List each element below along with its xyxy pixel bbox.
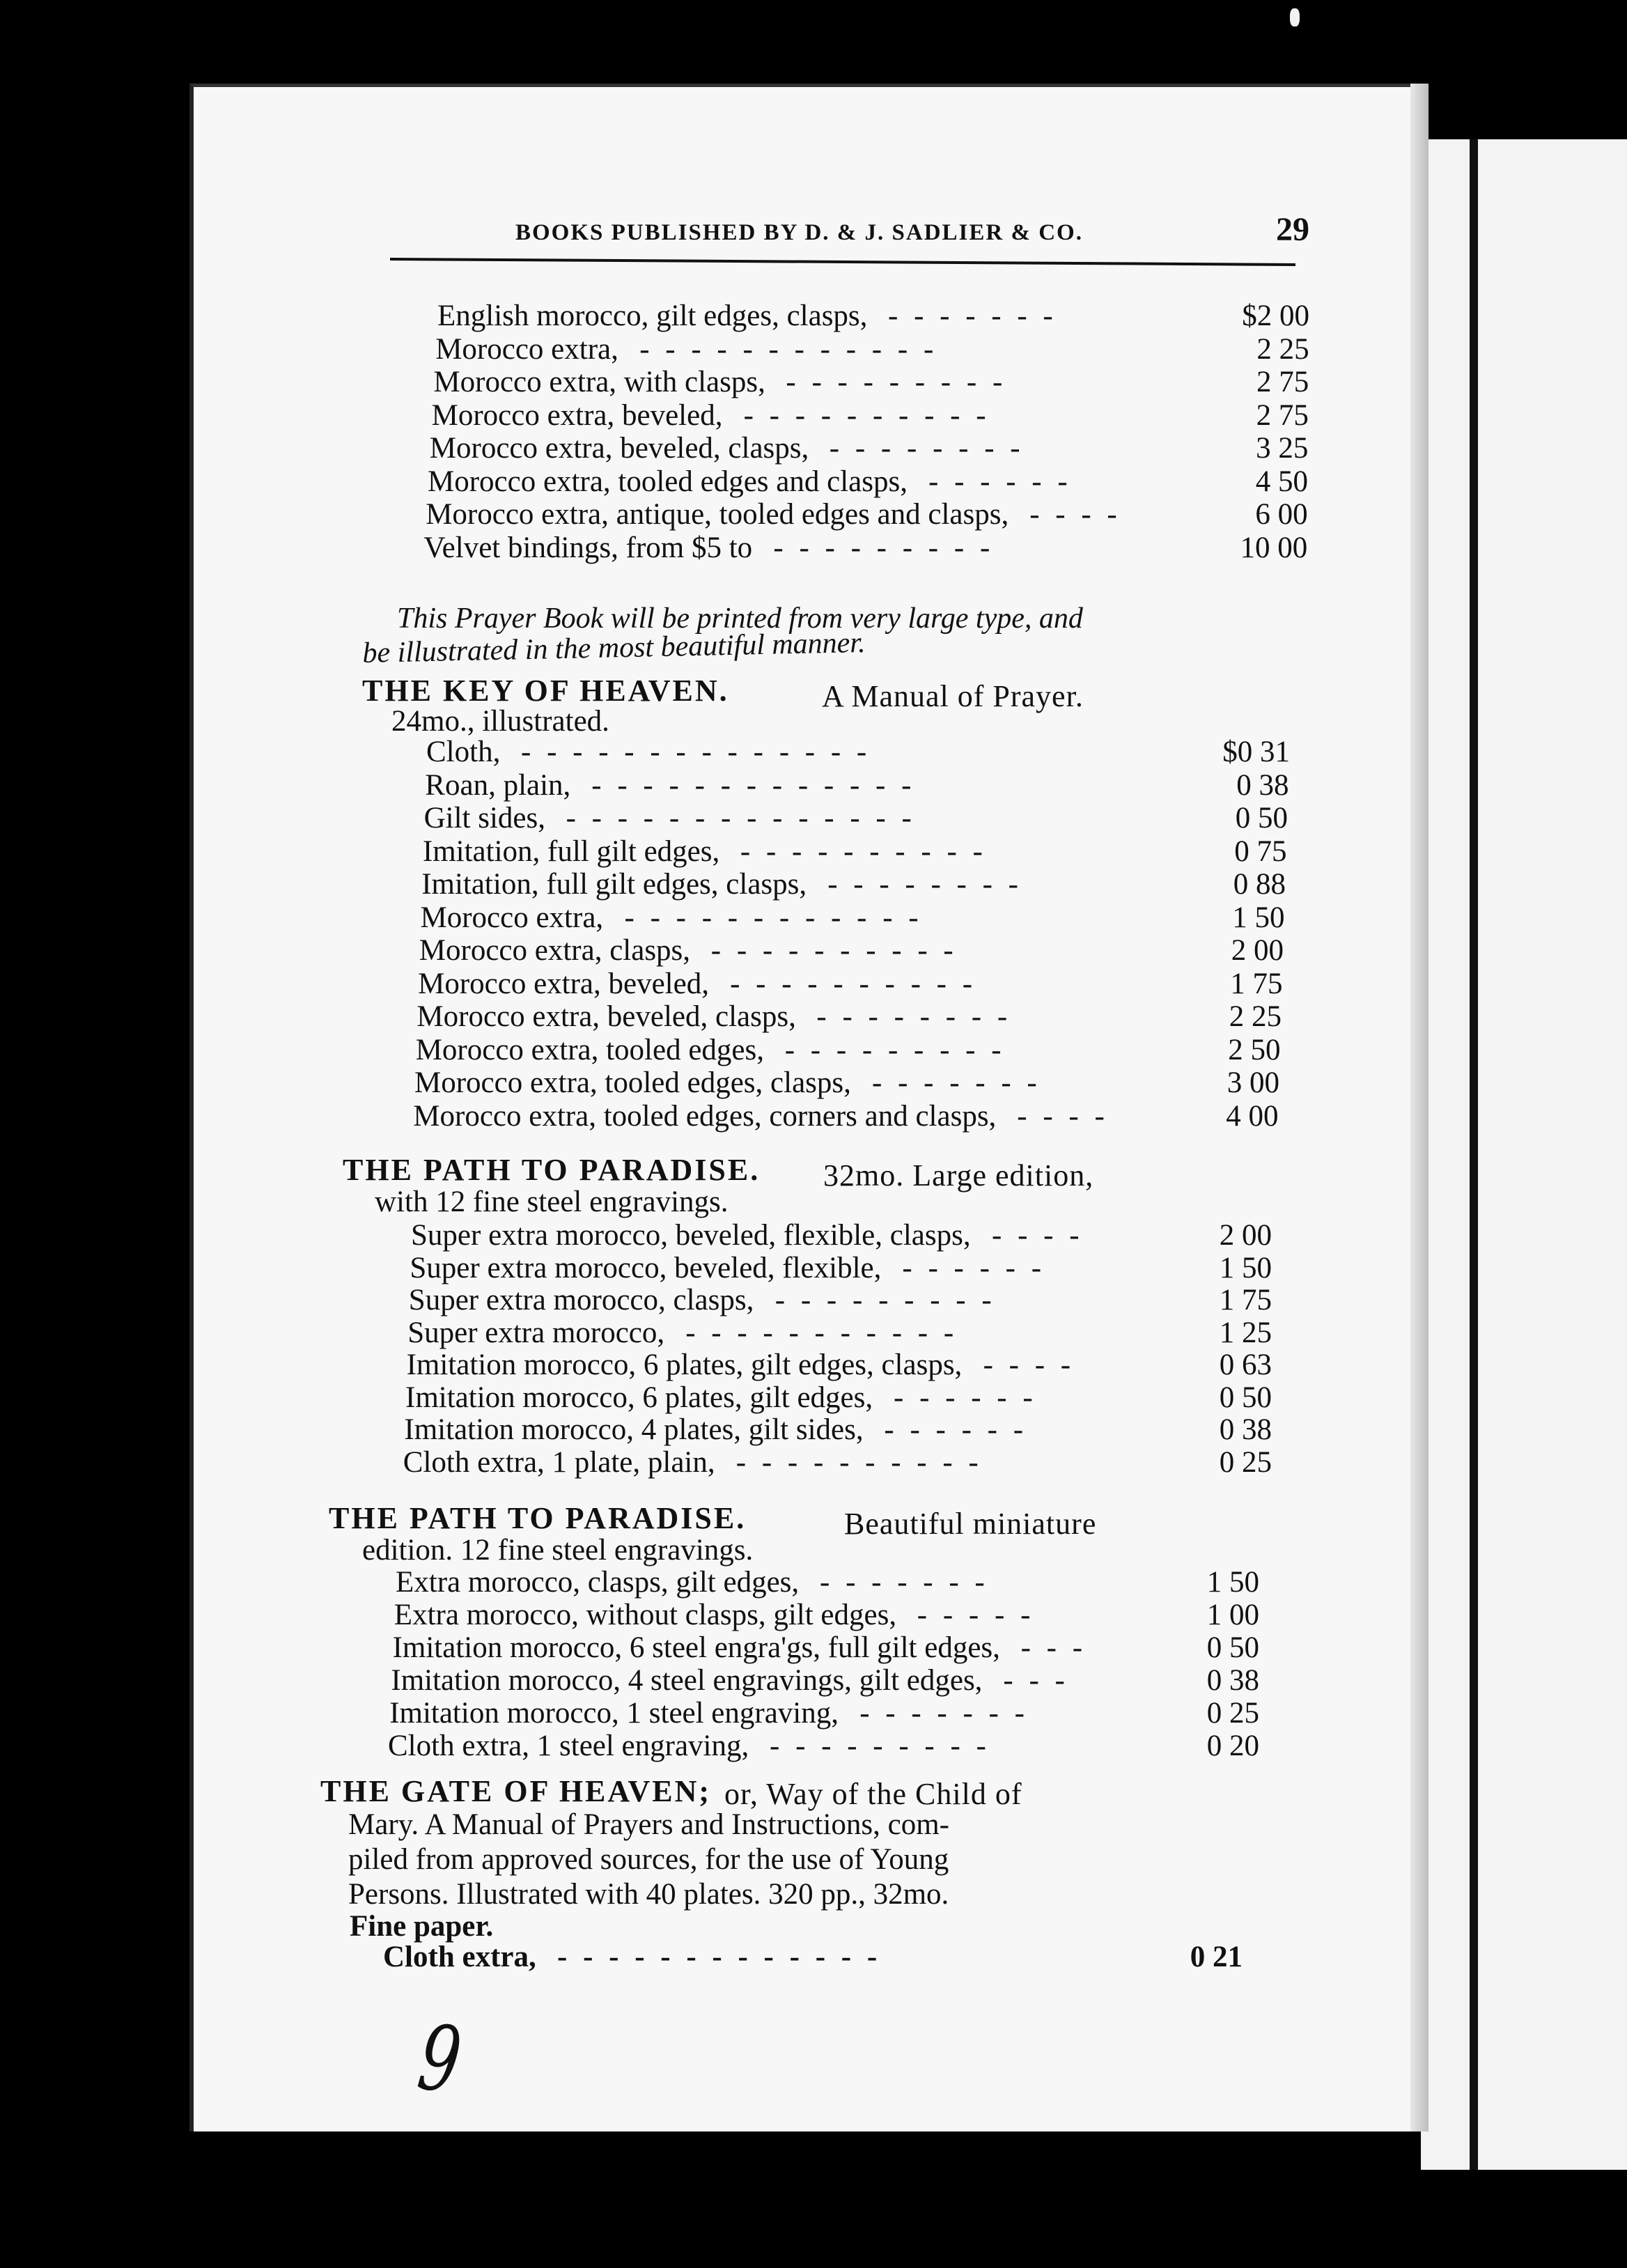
gate-title-main: THE GATE OF HEAVEN;: [320, 1774, 712, 1808]
path-large-title: [343, 1152, 1094, 1193]
leader-dashes: - - - - - -: [884, 1413, 1028, 1446]
item-price: 2 75: [1256, 398, 1309, 432]
item-label: English morocco, gilt edges, clasps,: [437, 300, 868, 332]
price-row: [0, 1939, 1627, 1975]
item-price: 1 75: [1230, 967, 1283, 1000]
price-row: [0, 1412, 1627, 1448]
item-label: Morocco extra,: [420, 901, 604, 934]
leader-dashes: - - - - - - -: [859, 1697, 1029, 1730]
item-price: 0 63: [1219, 1349, 1272, 1381]
price-row: [0, 464, 1627, 500]
path-mini-title: [329, 1500, 1097, 1541]
leader-dashes: - - - - - - - - -: [773, 531, 995, 564]
item-label: Imitation morocco, 4 plates, gilt sides,: [404, 1413, 864, 1446]
item-label: Super extra morocco, beveled, flexible, clasps,: [411, 1219, 971, 1252]
leader-dashes: - - - - - - - - - -: [743, 398, 990, 432]
handwritten-number: 9: [412, 2003, 467, 2115]
leader-dashes: - - - - - - - - - -: [735, 1445, 983, 1479]
leader-dashes: - - - -: [992, 1219, 1084, 1252]
item-price: 0 38: [1219, 1413, 1272, 1446]
item-price: 0 50: [1206, 1631, 1259, 1664]
item-price: $0 31: [1222, 736, 1290, 768]
leader-dashes: - - - - -: [917, 1599, 1035, 1631]
item-label: Cloth extra,: [383, 1941, 536, 1973]
price-row: [0, 1282, 1627, 1319]
price-row: [0, 867, 1627, 903]
leader-dashes: - - - - - - - - -: [774, 1284, 996, 1316]
key-title-main: THE KEY OF HEAVEN.: [362, 674, 729, 708]
path-mini-title-rest: Beautiful miniature: [844, 1507, 1097, 1541]
item-label: Morocco extra, antique, tooled edges and clasps,: [426, 498, 1009, 531]
item-label: Morocco extra, beveled, clasps,: [429, 432, 809, 465]
leader-dashes: - - - - - - - - -: [784, 1033, 1006, 1066]
leader-dashes: - - -: [1020, 1631, 1087, 1664]
leader-dashes: - - - - - - - -: [816, 1000, 1012, 1033]
item-price: $2 00: [1242, 300, 1309, 332]
item-price: 1 50: [1206, 1566, 1259, 1599]
leader-dashes: - - - - - - - -: [829, 432, 1025, 465]
item-label: Imitation morocco, 6 plates, gilt edges, clasps,: [406, 1349, 963, 1381]
price-row: [0, 834, 1627, 870]
price-row: [0, 1380, 1627, 1416]
path-large-title-rest: 32mo. Large edition,: [823, 1158, 1094, 1193]
item-label: Super extra morocco, clasps,: [408, 1284, 754, 1316]
leader-dashes: - - - -: [1017, 1099, 1109, 1133]
leader-dashes: - - - - - -: [894, 1381, 1037, 1414]
item-price: 0 38: [1206, 1664, 1259, 1697]
leader-dashes: - - - - - - - - -: [770, 1730, 990, 1762]
item-price: 0 21: [1190, 1941, 1243, 1973]
item-label: Morocco extra,: [435, 332, 618, 366]
item-price: 4 00: [1226, 1099, 1279, 1133]
item-price: 1 50: [1232, 901, 1285, 934]
price-row: [0, 1728, 1627, 1764]
item-label: Morocco extra, tooled edges and clasps,: [428, 465, 908, 498]
item-label: Extra morocco, without clasps, gilt edges,: [394, 1599, 897, 1631]
item-label: Extra morocco, clasps, gilt edges,: [396, 1566, 800, 1599]
leader-dashes: - - - - - - - - - -: [710, 934, 958, 967]
item-label: Morocco extra, beveled, clasps,: [417, 1000, 796, 1033]
item-price: 1 50: [1219, 1251, 1272, 1284]
leader-dashes: - - - - - - - - - - - - -: [591, 768, 916, 802]
item-price: 0 88: [1233, 868, 1286, 901]
item-price: 0 50: [1235, 802, 1288, 834]
price-row: [0, 1663, 1627, 1699]
price-row: [0, 1218, 1627, 1254]
item-label: Imitation, full gilt edges, clasps,: [421, 868, 807, 901]
price-row: [0, 1445, 1627, 1481]
item-label: Morocco extra, clasps,: [419, 934, 691, 967]
leader-dashes: - - - - - - - - - -: [730, 967, 977, 1000]
item-price: 2 25: [1256, 332, 1309, 366]
leader-dashes: - - - - - - - - - - - - - -: [566, 802, 916, 834]
item-price: 1 00: [1206, 1599, 1259, 1631]
gate-title: [320, 1773, 1022, 1811]
leader-dashes: - - - - - - - - - - - -: [639, 332, 938, 366]
leader-dashes: - - - - - - -: [872, 1066, 1041, 1099]
price-row: [0, 800, 1627, 837]
path-large-title-main: THE PATH TO PARADISE.: [343, 1153, 761, 1187]
price-row: [0, 933, 1627, 969]
price-row: [0, 966, 1627, 1002]
item-price: 2 00: [1219, 1219, 1272, 1252]
item-price: 2 25: [1229, 1000, 1282, 1033]
item-price: 2 75: [1256, 366, 1309, 398]
price-row: [0, 1347, 1627, 1383]
item-price: 4 50: [1255, 465, 1308, 498]
price-row: [0, 1315, 1627, 1351]
price-row: [0, 900, 1627, 936]
leader-dashes: - - - - - - - -: [827, 868, 1022, 901]
price-row: [0, 298, 1627, 334]
price-row: [0, 1564, 1627, 1601]
item-price: 3 00: [1227, 1066, 1279, 1099]
page-number: 29: [1276, 211, 1309, 248]
item-label: Cloth extra, 1 steel engraving,: [388, 1730, 749, 1762]
item-price: 0 50: [1219, 1381, 1272, 1414]
leader-dashes: - - - - - - -: [888, 300, 1057, 332]
item-label: Morocco extra, tooled edges, corners and clasps,: [413, 1099, 997, 1133]
gate-title-rest: or, Way of the Child of: [724, 1777, 1022, 1811]
item-label: Morocco extra, beveled,: [431, 398, 723, 432]
price-row: [0, 1630, 1627, 1666]
price-row: [0, 332, 1627, 368]
leader-dashes: - - - -: [983, 1349, 1075, 1381]
leader-dashes: - - - - - -: [902, 1251, 1046, 1284]
leader-dashes: - - - - - - -: [820, 1566, 989, 1599]
item-label: Imitation morocco, 4 steel engravings, gilt edges,: [391, 1664, 983, 1697]
item-price: 1 25: [1219, 1316, 1272, 1349]
item-label: Cloth extra, 1 plate, plain,: [403, 1445, 715, 1479]
leader-dashes: - - - - - - - - - -: [740, 834, 987, 868]
leader-dashes: - - - - - - - - -: [786, 366, 1007, 398]
item-label: Cloth,: [426, 736, 501, 768]
price-row: [0, 734, 1627, 770]
item-label: Gilt sides,: [423, 802, 545, 834]
item-label: Super extra morocco,: [407, 1316, 665, 1349]
item-label: Roan, plain,: [425, 768, 571, 802]
item-label: Morocco extra, beveled,: [418, 967, 709, 1000]
item-price: 1 75: [1219, 1284, 1272, 1316]
price-row: [0, 1250, 1627, 1287]
price-row: [0, 1065, 1627, 1101]
item-label: Velvet bindings, from $5 to: [423, 531, 753, 564]
item-price: 0 75: [1234, 834, 1287, 868]
item-label: Super extra morocco, beveled, flexible,: [410, 1251, 882, 1284]
price-row: [0, 1032, 1627, 1069]
price-row: [0, 999, 1627, 1035]
price-row: [0, 364, 1627, 401]
price-row: [0, 530, 1627, 566]
leader-dashes: - - -: [1003, 1664, 1069, 1697]
price-row: [0, 398, 1627, 434]
item-price: 6 00: [1255, 498, 1308, 531]
item-price: 0 25: [1206, 1697, 1259, 1730]
price-row: [0, 1597, 1627, 1633]
item-price: 2 50: [1228, 1033, 1281, 1066]
note-line-2: be illustrated in the most beautiful manner.: [362, 626, 866, 669]
path-mini-title-main: THE PATH TO PARADISE.: [329, 1501, 747, 1535]
item-label: Imitation morocco, 6 plates, gilt edges,: [405, 1381, 873, 1414]
item-price: 10 00: [1240, 531, 1308, 564]
leader-dashes: - - - - - - - - - - -: [685, 1316, 958, 1349]
price-row: [0, 768, 1627, 804]
item-price: 0 20: [1206, 1730, 1259, 1762]
leader-dashes: - - - - - - - - - - - -: [624, 901, 923, 934]
price-row: [0, 1098, 1627, 1135]
item-price: 2 00: [1231, 934, 1284, 967]
item-label: Morocco extra, tooled edges, clasps,: [414, 1066, 851, 1099]
price-row: [0, 430, 1627, 467]
item-price: 3 25: [1256, 432, 1309, 465]
item-label: Imitation morocco, 1 steel engraving,: [389, 1697, 839, 1730]
item-price: 0 38: [1236, 768, 1289, 802]
price-row: [0, 497, 1627, 533]
item-label: Imitation, full gilt edges,: [422, 834, 720, 868]
price-row: [0, 1695, 1627, 1732]
key-title-rest: A Manual of Prayer.: [822, 679, 1084, 713]
item-label: Morocco extra, with clasps,: [433, 366, 765, 398]
leader-dashes: - - - - - -: [928, 465, 1072, 498]
item-label: Morocco extra, tooled edges,: [415, 1033, 764, 1066]
running-title: BOOKS PUBLISHED BY D. & J. SADLIER & CO.: [515, 220, 1083, 245]
item-price: 0 25: [1219, 1445, 1272, 1479]
leader-dashes: - - - -: [1029, 498, 1121, 531]
leader-dashes: - - - - - - - - - - - - -: [557, 1941, 882, 1973]
leader-dashes: - - - - - - - - - - - - - -: [521, 736, 871, 768]
item-label: Imitation morocco, 6 steel engra'gs, full gilt edges,: [392, 1631, 1000, 1664]
price-list: This Prayer Book will be printed from very large type, and be illustrated in the most beautiful manner. THE KEY OF HEAVEN. A Manual of Prayer. 24mo., illustrated. THE PATH TO PARADISE. 32mo. Large edition, with 12 fine steel engravings. THE PATH TO PARADISE. Beautiful miniature edition. 12 fine steel engravings. THE GATE OF HEAVEN; or, Way of the Child of Mary. A Manual of Prayers and Instructions, com- piled from approved sources, for the use of Young Persons. Illustrated with 40 plates. 320 pp., 32mo. Fine paper. English morocco, gilt edges, clasps, $2 00 - - - - - - - Morocco extra, 2 25 - - - - - - - - - - - - Morocco extra, with clasps, 2 75 - - - - - - - - - Morocco extra, beveled, 2 75 - - - - - - - - - - Morocco extra, beveled, clasps, 3 25 - - - - - - - - Morocco extra, tooled edges and clasps, 4 50 - - - - - - Morocco extra, antique, tooled edges and clasps, 6 00 - - - - Velvet bindings, from $5 to 10 00 - - - - - - - - - Cloth, $0 31 - - - - - - - - - - - - - - Roan, plain, 0 38 - - - - - - - - - - - - - Gilt sides, 0 50 - - - - - - - - - - - - - - Imitation, full gilt edges, 0 75 - - - - - - - - - - Imitation, full gilt edges, clasps, 0 88 - - - - - - - - Morocco extra, 1 50 - - - - - - - - - - - - Morocco extra, clasps, 2 00 - - - - - - - - - - Morocco extra, beveled, 1 75 - - - - - - - - - - Morocco extra, beveled, clasps, 2 25 - - - - - - - - Morocco extra, tooled edges, 2 50 - - - - - - - - - Morocco extra, tooled edges, clasps, 3 00 - - - - - - - Morocco extra, tooled edges, corners and clasps, 4 00 - - - - Super extra morocco, beveled, flexible, clasps, 2 00 - - - - Super extra morocco, beveled, flexible, 1 50 - - - - - - Super extra morocco, clasps, 1 75 - - - - - - - - - Super extra morocco, 1 25 - - - - - - - - - - - Imitation morocco, 6 plates, gilt edges, clasps, 0 63 - - - - Imitation morocco, 6 plates, gilt edges, 0 50 - - - - - - Imitation morocco, 4 plates, gilt sides, 0 38 - - - - - - Cloth extra, 1 plate, plain, 0 25 - - - - - - - - - - Extra morocco, clasps, gilt edges, 1 50 - - - - - - - Extra morocco, without clasps, gilt edges, 1 00 - - - - - Imitation morocco, 6 steel engra'gs, full gilt edges, 0 50 - - - Imitation morocco, 4 steel engravings, gilt edges, 0 38 - - - Imitation morocco, 1 steel engraving, 0 25 - - - - - - - Cloth extra, 1 steel engraving, 0 20 - - - - - - - - - Cloth extra, 0 21 - - - - - - - - - - - - -: [0, 0, 1627, 2268]
